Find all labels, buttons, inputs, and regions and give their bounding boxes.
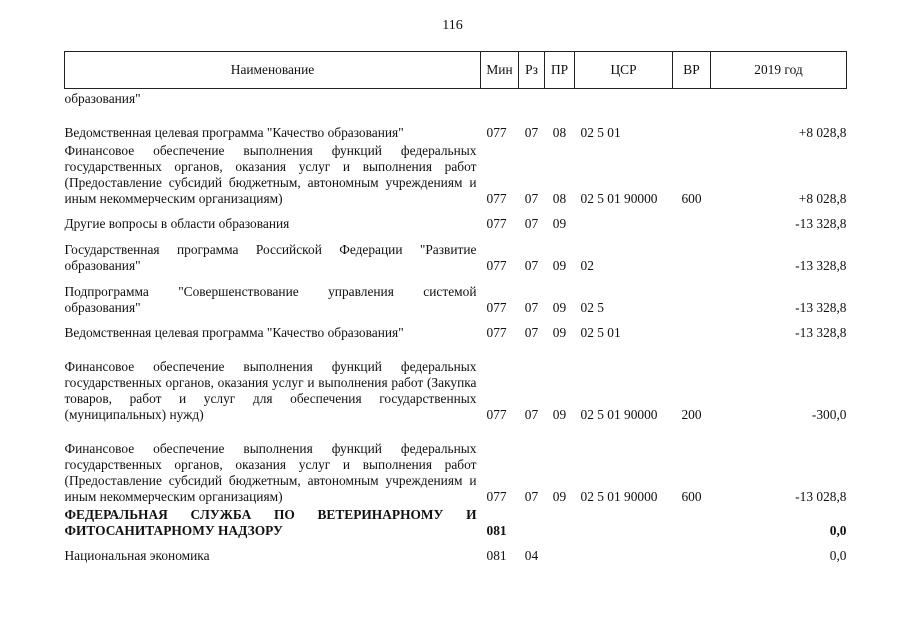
row-min bbox=[481, 89, 519, 107]
row-value: +8 028,8 bbox=[798, 124, 847, 140]
row-pr: 09 bbox=[552, 406, 567, 422]
row-value bbox=[711, 89, 847, 107]
row-rz: 07 bbox=[524, 124, 539, 140]
row-pr: 09 bbox=[552, 324, 567, 340]
row-csr: 02 5 01 bbox=[580, 324, 621, 340]
row-min: 081 bbox=[486, 547, 507, 563]
row-vr bbox=[673, 505, 711, 539]
row-pr bbox=[545, 539, 575, 564]
row-name: Финансовое обеспечение выполнения функций федеральных государственных органов, оказания услуг и выполнения работ (Закупка товаров, работ и услуг для обеспечения государственных (муниципальных) нужд) bbox=[64, 358, 477, 422]
row-vr bbox=[673, 274, 711, 316]
header-vr: ВР bbox=[673, 52, 711, 89]
row-value: -13 328,8 bbox=[795, 215, 847, 231]
row-name: Ведомственная целевая программа "Качество образования" bbox=[64, 324, 404, 340]
row-csr: 02 5 01 90000 bbox=[580, 488, 658, 504]
row-value: -300,0 bbox=[811, 406, 847, 422]
row-csr bbox=[575, 207, 673, 232]
row-name: Финансовое обеспечение выполнения функций федеральных государственных органов, оказания услуг и выполнения работ (Предоставление субсидий бюджетным, автономным учреждениям и иным некоммерческим организациям) bbox=[64, 440, 477, 504]
row-pr: 09 bbox=[552, 257, 567, 273]
row-csr: 02 5 01 90000 bbox=[580, 406, 658, 422]
row-csr bbox=[575, 505, 673, 539]
row-min: 077 bbox=[486, 190, 507, 206]
row-rz: 07 bbox=[524, 190, 539, 206]
row-csr: 02 5 bbox=[580, 299, 604, 315]
table-row bbox=[65, 107, 847, 141]
table-row bbox=[65, 505, 847, 539]
table-row bbox=[65, 423, 847, 505]
row-min: 077 bbox=[486, 215, 507, 231]
header-pr: ПР bbox=[545, 52, 575, 89]
row-min: 077 bbox=[486, 406, 507, 422]
row-csr: 02 5 01 90000 bbox=[580, 190, 658, 206]
row-vr bbox=[673, 107, 711, 141]
row-min: 077 bbox=[486, 299, 507, 315]
row-name: Ведомственная целевая программа "Качество образования" bbox=[64, 124, 404, 140]
row-csr: 02 5 01 bbox=[580, 124, 621, 140]
page-number: 116 bbox=[442, 18, 463, 33]
row-min: 077 bbox=[486, 488, 507, 504]
row-name: Другие вопросы в области образования bbox=[64, 215, 290, 231]
row-rz: 07 bbox=[524, 299, 539, 315]
row-name: Финансовое обеспечение выполнения функций федеральных государственных органов, оказания услуг и выполнения работ (Предоставление субсидий бюджетным, автономным учреждениям и иным некоммерческим организациям) bbox=[64, 142, 477, 206]
row-csr bbox=[575, 89, 673, 107]
row-value: -13 328,8 bbox=[795, 324, 847, 340]
table-body bbox=[65, 89, 847, 564]
row-rz: 07 bbox=[524, 257, 539, 273]
row-pr bbox=[545, 505, 575, 539]
table-row bbox=[65, 316, 847, 341]
row-min: 077 bbox=[486, 324, 507, 340]
row-value: 0,0 bbox=[829, 547, 847, 563]
row-pr bbox=[545, 89, 575, 107]
table-header bbox=[65, 52, 847, 89]
row-rz bbox=[519, 89, 545, 107]
row-pr: 09 bbox=[552, 299, 567, 315]
row-rz: 07 bbox=[524, 406, 539, 422]
row-value: 0,0 bbox=[829, 522, 847, 538]
row-rz: 07 bbox=[524, 215, 539, 231]
row-pr: 08 bbox=[552, 124, 567, 140]
table-row bbox=[65, 89, 847, 107]
row-min: 077 bbox=[486, 124, 507, 140]
row-name: Подпрограмма "Совершенствование управления системой образования" bbox=[64, 283, 477, 315]
row-vr: 200 bbox=[681, 406, 702, 422]
row-value: +8 028,8 bbox=[798, 190, 847, 206]
header-year: 2019 год bbox=[711, 52, 847, 89]
row-name: ФЕДЕРАЛЬНАЯ СЛУЖБА ПО ВЕТЕРИНАРНОМУ И ФИТОСАНИТАРНОМУ НАДЗОРУ bbox=[64, 506, 477, 538]
row-pr: 09 bbox=[552, 215, 567, 231]
row-csr bbox=[575, 539, 673, 564]
row-vr bbox=[673, 232, 711, 274]
row-vr bbox=[673, 207, 711, 232]
row-name: образования" bbox=[64, 90, 141, 106]
row-vr bbox=[673, 89, 711, 107]
row-min: 077 bbox=[486, 257, 507, 273]
row-name: Государственная программа Российской Федерации "Развитие образования" bbox=[64, 241, 477, 273]
row-value: -13 328,8 bbox=[795, 257, 847, 273]
row-pr: 09 bbox=[552, 488, 567, 504]
row-vr: 600 bbox=[681, 488, 702, 504]
row-vr bbox=[673, 539, 711, 564]
row-min: 081 bbox=[486, 522, 507, 538]
row-pr: 08 bbox=[552, 190, 567, 206]
row-vr: 600 bbox=[681, 190, 702, 206]
table-row bbox=[65, 207, 847, 232]
budget-table bbox=[64, 51, 847, 564]
table-row bbox=[65, 341, 847, 423]
header-name: Наименование bbox=[65, 52, 481, 89]
table-row bbox=[65, 232, 847, 274]
header-min: Мин bbox=[481, 52, 519, 89]
table-row bbox=[65, 274, 847, 316]
row-rz: 04 bbox=[524, 547, 539, 563]
table-row bbox=[65, 539, 847, 564]
row-rz bbox=[519, 505, 545, 539]
row-vr bbox=[673, 316, 711, 341]
table-row bbox=[65, 141, 847, 207]
row-csr: 02 bbox=[580, 257, 594, 273]
row-rz: 07 bbox=[524, 488, 539, 504]
row-name: Национальная экономика bbox=[64, 547, 210, 563]
row-rz: 07 bbox=[524, 324, 539, 340]
row-value: -13 328,8 bbox=[795, 299, 847, 315]
header-csr: ЦСР bbox=[575, 52, 673, 89]
header-rz: Рз bbox=[519, 52, 545, 89]
row-value: -13 028,8 bbox=[795, 488, 847, 504]
